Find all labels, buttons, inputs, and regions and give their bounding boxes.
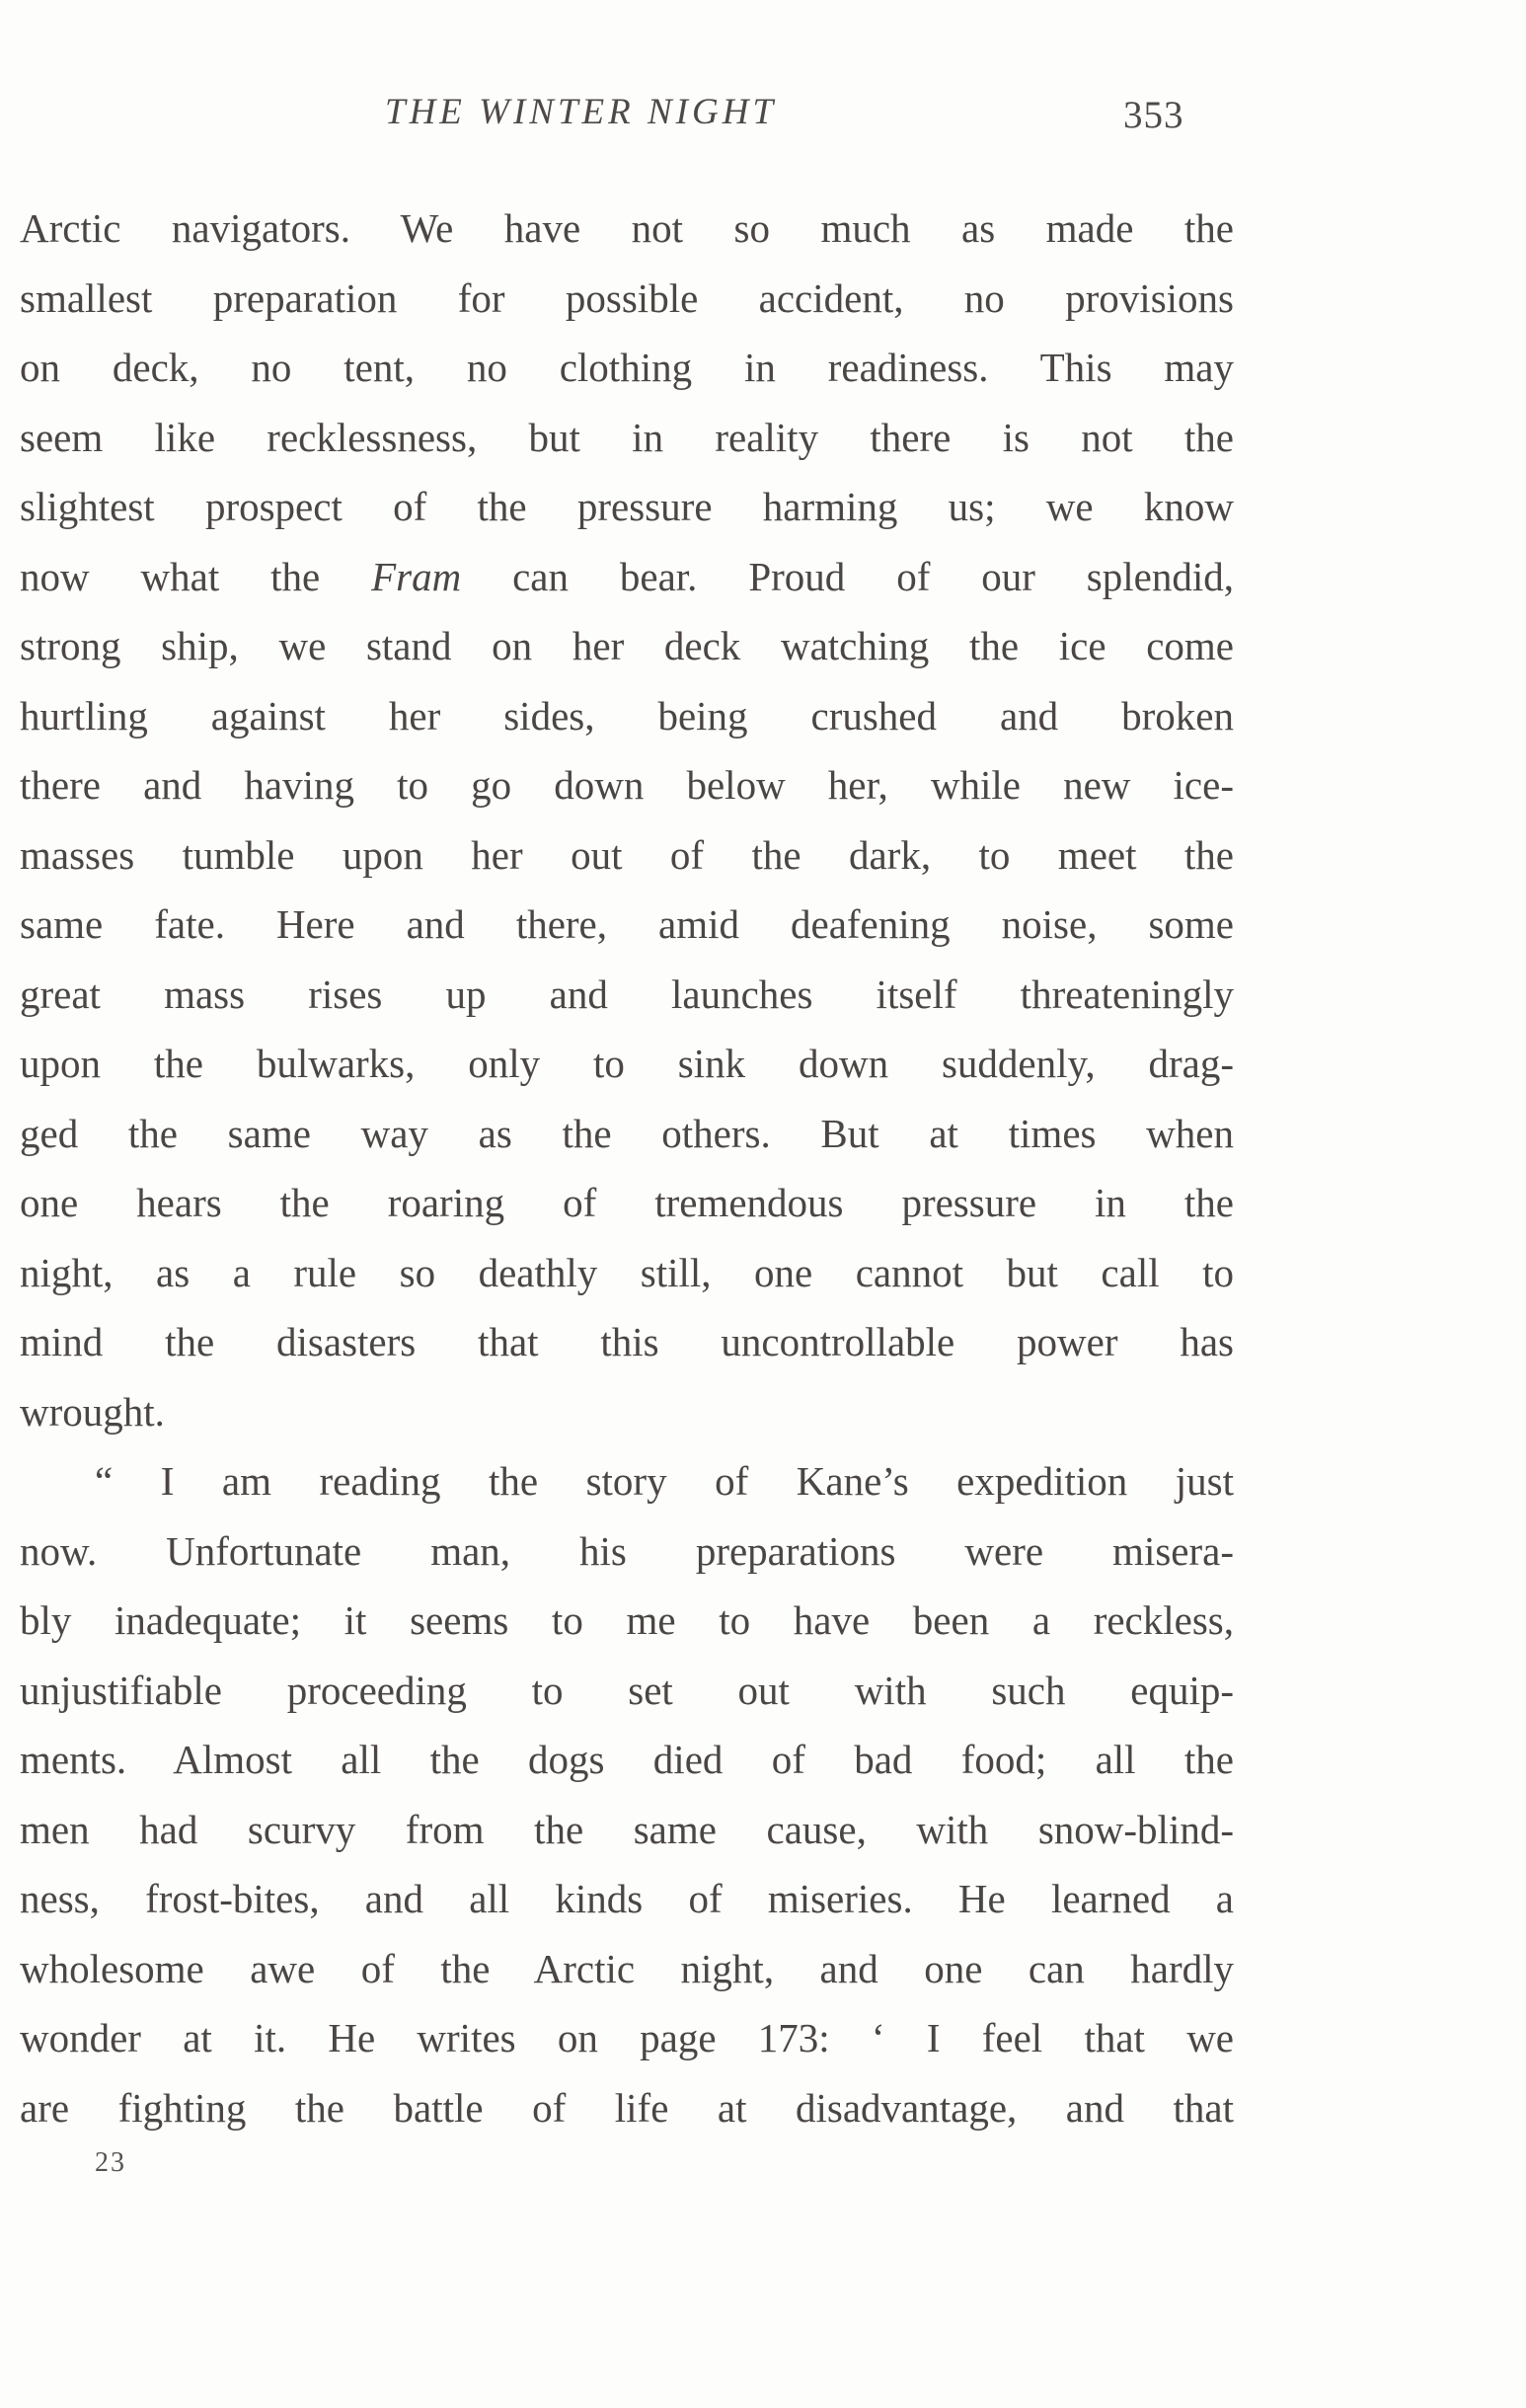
text-line: ments. Almost all the dogs died of bad food; all the [20,1737,1234,1782]
text-line: mind the disasters that this uncontrollable power has [20,1319,1234,1364]
text-line: masses tumble upon her out of the dark, to meet the [20,831,1234,878]
page-number: 353 [1123,94,1184,136]
text-line: strong ship, we stand on her deck watching the ice come [20,623,1234,668]
text-line: same fate. Here and there, amid deafening noise, some [20,901,1234,947]
running-head [0,91,1526,150]
paragraph-start-line: “ I am reading the story of Kane’s expedition just [95,1458,1234,1504]
text-line: bly inadequate; it seems to me to have been a reckless, [20,1597,1234,1643]
text-line: there and having to go down below her, while new ice- [20,762,1234,808]
text-line: are fighting the battle of life at disadvantage, and that [20,2084,1234,2131]
text-line: one hears the roaring of tremendous pressure in the [20,1180,1234,1225]
text-line: smallest preparation for possible accident, no provisions [20,274,1234,321]
text-segment: now what the [20,553,372,599]
text-line: Arctic navigators. We have not so much as made the [20,205,1234,251]
body-text [20,194,1234,2142]
ship-name-emphasis: Fram [371,553,462,599]
text-line: on deck, no tent, no clothing in readiness. This may [20,345,1234,390]
text-line: hurtling against her sides, being crushed and broken [20,692,1234,738]
text-line: now. Unfortunate man, his preparations were misera- [20,1527,1234,1574]
text-line: wholesome awe of the Arctic night, and one can hardly [20,1945,1234,1991]
text-line: ged the same way as the others. But at times when [20,1110,1234,1156]
running-title: THE WINTER NIGHT [385,92,778,132]
text-line: wonder at it. He writes on page 173: ‘ I feel that we [20,2015,1234,2060]
text-line: men had scurvy from the same cause, with snow-blind- [20,1806,1234,1852]
text-line: night, as a rule so deathly still, one cannot but call to [20,1249,1234,1295]
text-line: great mass rises up and launches itself threateningly [20,971,1234,1017]
signature-mark: 23 [95,2147,126,2178]
text-line: seem like recklessness, but in reality there is not the [20,414,1234,460]
text-line: ness, frost-bites, and all kinds of miseries. He learned a [20,1876,1234,1921]
text-line [20,542,1234,612]
text-line: slightest prospect of the pressure harming us; we know [20,484,1234,529]
text-line: unjustifiable proceeding to set out with such equip- [20,1667,1234,1713]
text-segment: can bear. Proud of our splendid, [461,553,1234,599]
text-line: upon the bulwarks, only to sink down suddenly, drag- [20,1041,1234,1086]
paragraph-end-line: wrought. [20,1388,165,1435]
